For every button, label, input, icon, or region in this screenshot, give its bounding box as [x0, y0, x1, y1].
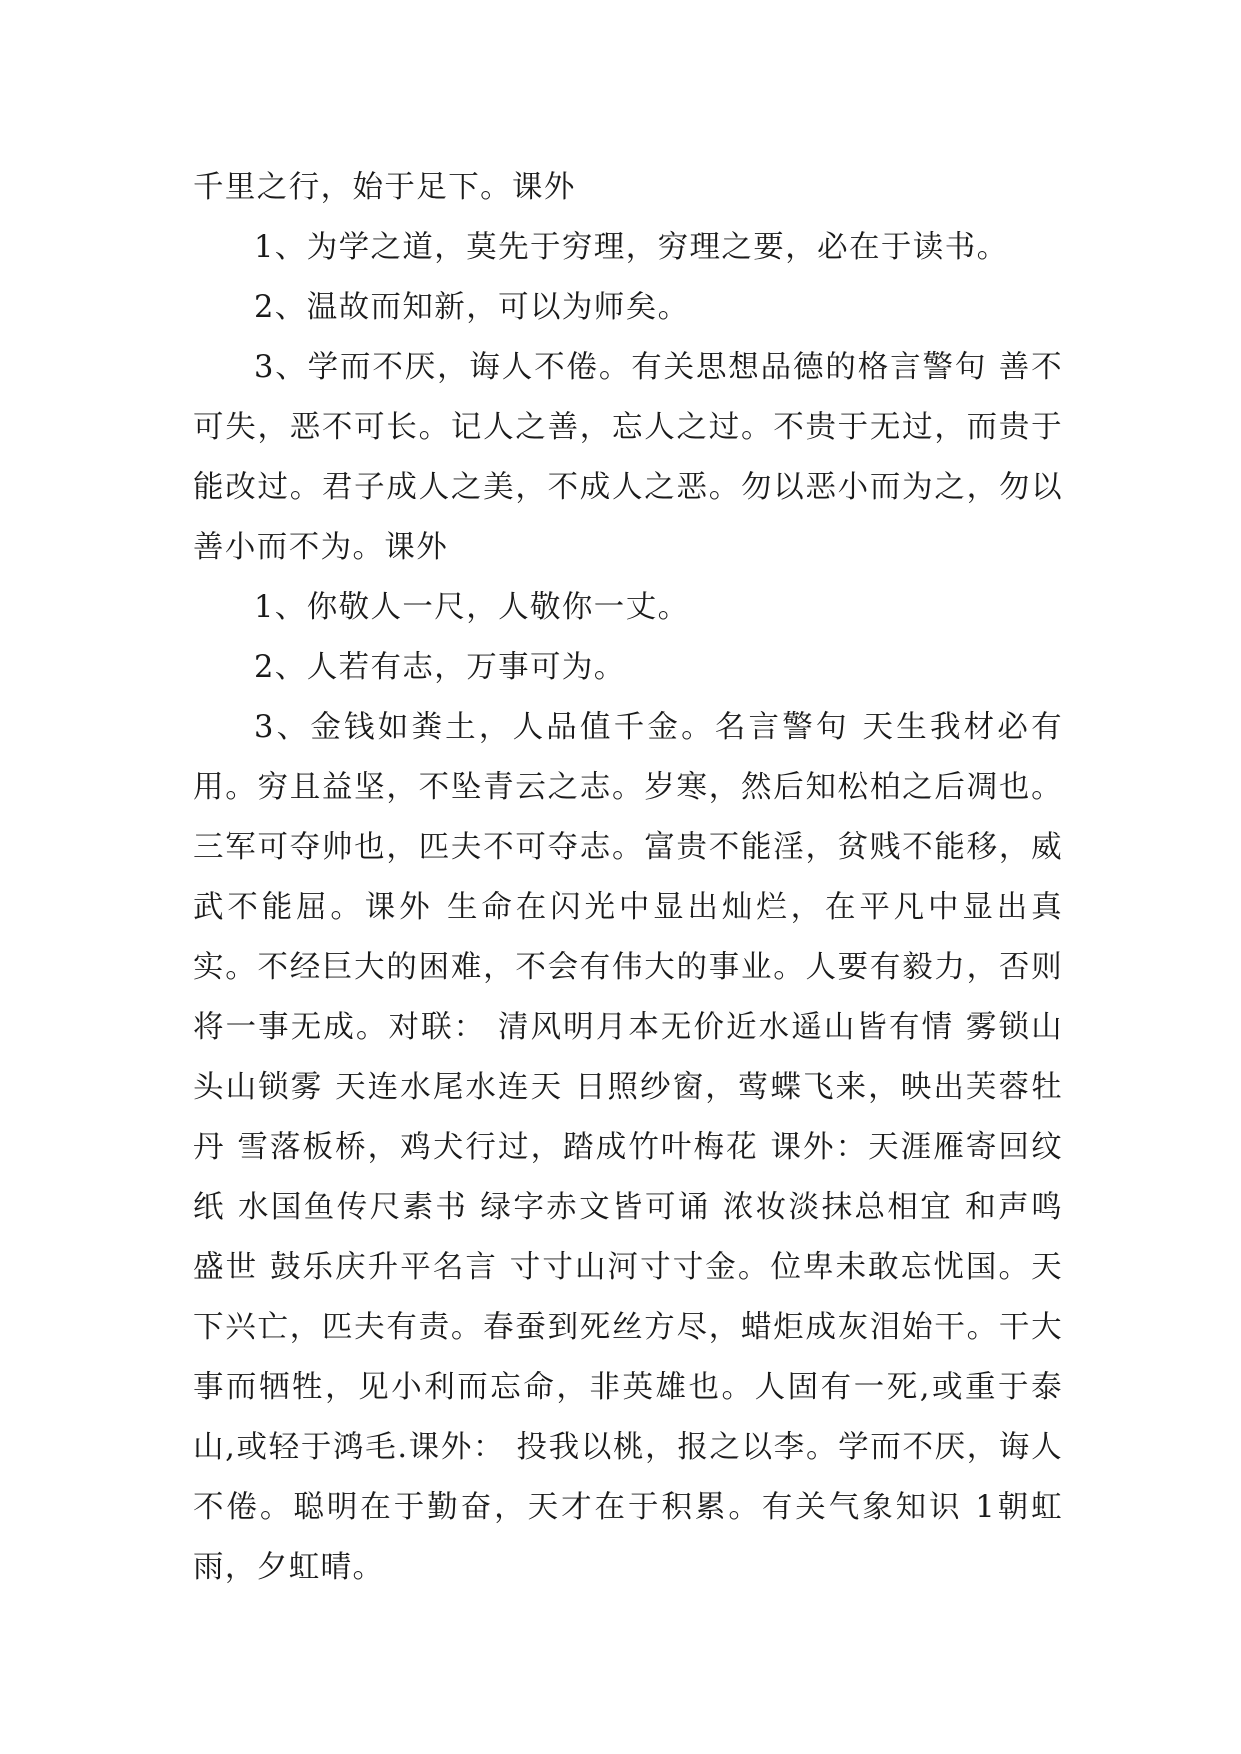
paragraph-5: 1、你敬人一尺，人敬你一丈。 [254, 590, 690, 625]
paragraph-2: 1、为学之道，莫先于穷理，穷理之要，必在于读书。 [254, 230, 1009, 265]
paragraph-7: 3、金钱如粪土，人品值千金。名言警句 天生我材必有用。穷且益坚，不坠青云之志。岁寒，然后知松柏之后凋也。三军可夺帅也，匹夫不可夺志。富贵不能淫，贫贱不能移，威武不能屈。课外 生命在闪光中显出灿烂，在平凡中显出真实。不经巨大的困难，不会有伟大的事业。人要有毅力，否则将一事无成。对联： 清风明月本无价近水遥山皆有情 雾锁山头山锁雾 天连水尾水连天 日照纱窗，莺蝶飞来，映出芙蓉牡丹 雪落板桥，鸡犬行过，踏成竹叶梅花 课外：天涯雁寄回纹纸 水国鱼传尺素书 绿字赤文皆可诵 浓妆淡抹总相宜 和声鸣盛世 鼓乐庆升平名言 寸寸山河寸寸金。位卑未敢忘忧国。天下兴亡，匹夫有责。春蚕到死丝方尽，蜡炬成灰泪始干。干大事而牺牲，见小利而忘命，非英雄也。人固有一死,或重于泰山,或轻于鸿毛.课外： 投我以桃，报之以李。学而不厌，诲人不倦。聪明在于勤奋，天才在于积累。有关气象知识 1朝虹雨，夕虹晴。 [193, 710, 1063, 1585]
paragraph-3: 2、温故而知新，可以为师矣。 [254, 290, 690, 325]
paragraph-1: 千里之行，始于足下。课外 [193, 170, 576, 205]
paragraph-6: 2、人若有志，万事可为。 [254, 650, 626, 685]
paragraph-4: 3、学而不厌，诲人不倦。有关思想品德的格言警句 善不可失，恶不可长。记人之善，忘人之过。不贵于无过，而贵于能改过。君子成人之美，不成人之恶。勿以恶小而为之，勿以善小而不为。课外 [193, 350, 1063, 565]
document-body [193, 158, 1063, 1598]
